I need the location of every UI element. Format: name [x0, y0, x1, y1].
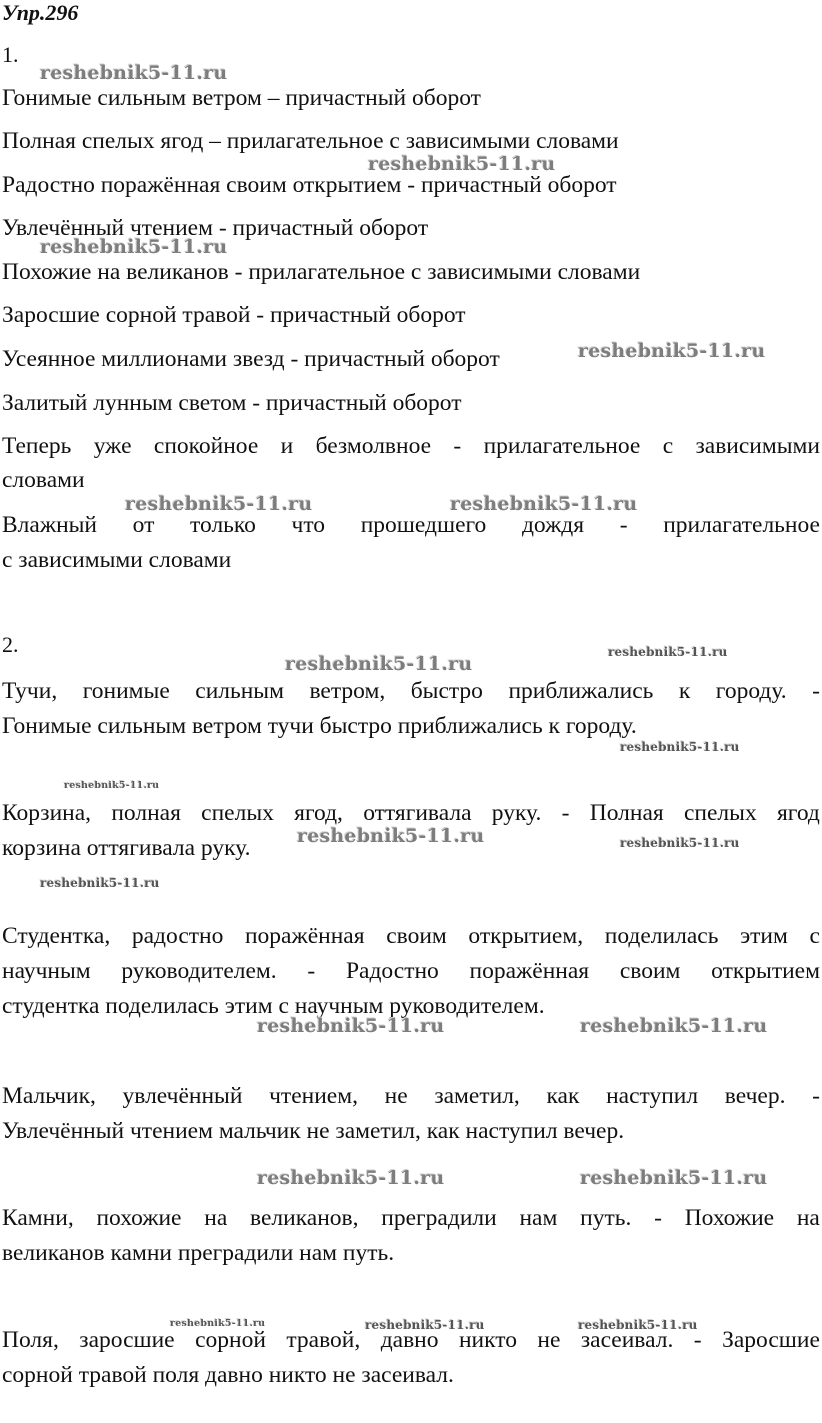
paragraph-line: студентка поделилась этим с научным руководителем.	[2, 993, 545, 1019]
part-1-line: словами	[2, 467, 85, 493]
paragraph-line: Студентка, радостно поражённая своим открытием, поделилась этим с	[2, 923, 820, 949]
paragraph-line: великанов камни преградили нам путь.	[2, 1240, 395, 1266]
paragraph-line: Поля, заросшие сорной травой, давно никто не засеивал. - Заросшие	[2, 1327, 820, 1353]
part-1-line: Увлечённый чтением - причастный оборот	[2, 215, 429, 241]
part-1-line: Теперь уже спокойное и безмолвное - прилагательное с зависимыми	[2, 433, 820, 459]
part-1-line: Залитый лунным светом - причастный оборот	[2, 390, 462, 416]
watermark: reshebnik5-11.ru	[170, 1318, 266, 1329]
watermark: reshebnik5-11.ru	[64, 780, 160, 791]
watermark: reshebnik5-11.ru	[450, 493, 638, 515]
part-2-number: 2.	[2, 632, 19, 657]
watermark: reshebnik5-11.ru	[368, 153, 556, 175]
paragraph-line: Камни, похожие на великанов, преградили нам путь. - Похожие на	[2, 1205, 820, 1231]
paragraph-line: научным руководителем. - Радостно поражённая своим открытием	[2, 958, 820, 984]
watermark: reshebnik5-11.ru	[580, 1167, 768, 1189]
part-1-line: Радостно поражённая своим открытием - причастный оборот	[2, 172, 617, 198]
paragraph-line: Тучи, гонимые сильным ветром, быстро приближались к городу. -	[2, 678, 820, 704]
watermark: reshebnik5-11.ru	[297, 825, 485, 847]
watermark: reshebnik5-11.ru	[578, 340, 766, 362]
part-1-line: Усеянное миллионами звезд - причастный оборот	[2, 346, 500, 372]
watermark: reshebnik5-11.ru	[365, 1318, 485, 1332]
part-1-line: с зависимыми словами	[2, 547, 232, 573]
watermark: reshebnik5-11.ru	[40, 876, 160, 890]
watermark: reshebnik5-11.ru	[620, 836, 740, 850]
watermark: reshebnik5-11.ru	[285, 653, 473, 675]
paragraph-line: Увлечённый чтением мальчик не заметил, как наступил вечер.	[2, 1118, 625, 1144]
part-1-line: Влажный от только что прошедшего дождя - прилагательное	[2, 512, 820, 538]
watermark: reshebnik5-11.ru	[40, 62, 228, 84]
paragraph-line: Мальчик, увлечённый чтением, не заметил, как наступил вечер. -	[2, 1083, 820, 1109]
part-1-line: Заросшие сорной травой - причастный оборот	[2, 302, 466, 328]
watermark: reshebnik5-11.ru	[580, 1015, 768, 1037]
watermark: reshebnik5-11.ru	[257, 1167, 445, 1189]
watermark: reshebnik5-11.ru	[125, 493, 313, 515]
watermark: reshebnik5-11.ru	[257, 1015, 445, 1037]
watermark: reshebnik5-11.ru	[578, 1318, 698, 1332]
paragraph-line: сорной травой поля давно никто не засеивал.	[2, 1362, 454, 1388]
paragraph-line: корзина оттягивала руку.	[2, 835, 251, 861]
watermark: reshebnik5-11.ru	[620, 740, 740, 754]
part-1-line: Полная спелых ягод – прилагательное с зависимыми словами	[2, 128, 619, 154]
watermark: reshebnik5-11.ru	[608, 645, 728, 659]
paragraph-line: Гонимые сильным ветром тучи быстро приближались к городу.	[2, 713, 637, 739]
watermark: reshebnik5-11.ru	[40, 236, 228, 258]
part-1-number: 1.	[2, 42, 19, 67]
part-1-line: Похожие на великанов - прилагательное с зависимыми словами	[2, 259, 641, 285]
paragraph-line: Корзина, полная спелых ягод, оттягивала руку. - Полная спелых ягод	[2, 800, 820, 826]
exercise-title: Упр.296	[2, 0, 79, 25]
part-1-line: Гонимые сильным ветром – причастный оборот	[2, 85, 481, 111]
